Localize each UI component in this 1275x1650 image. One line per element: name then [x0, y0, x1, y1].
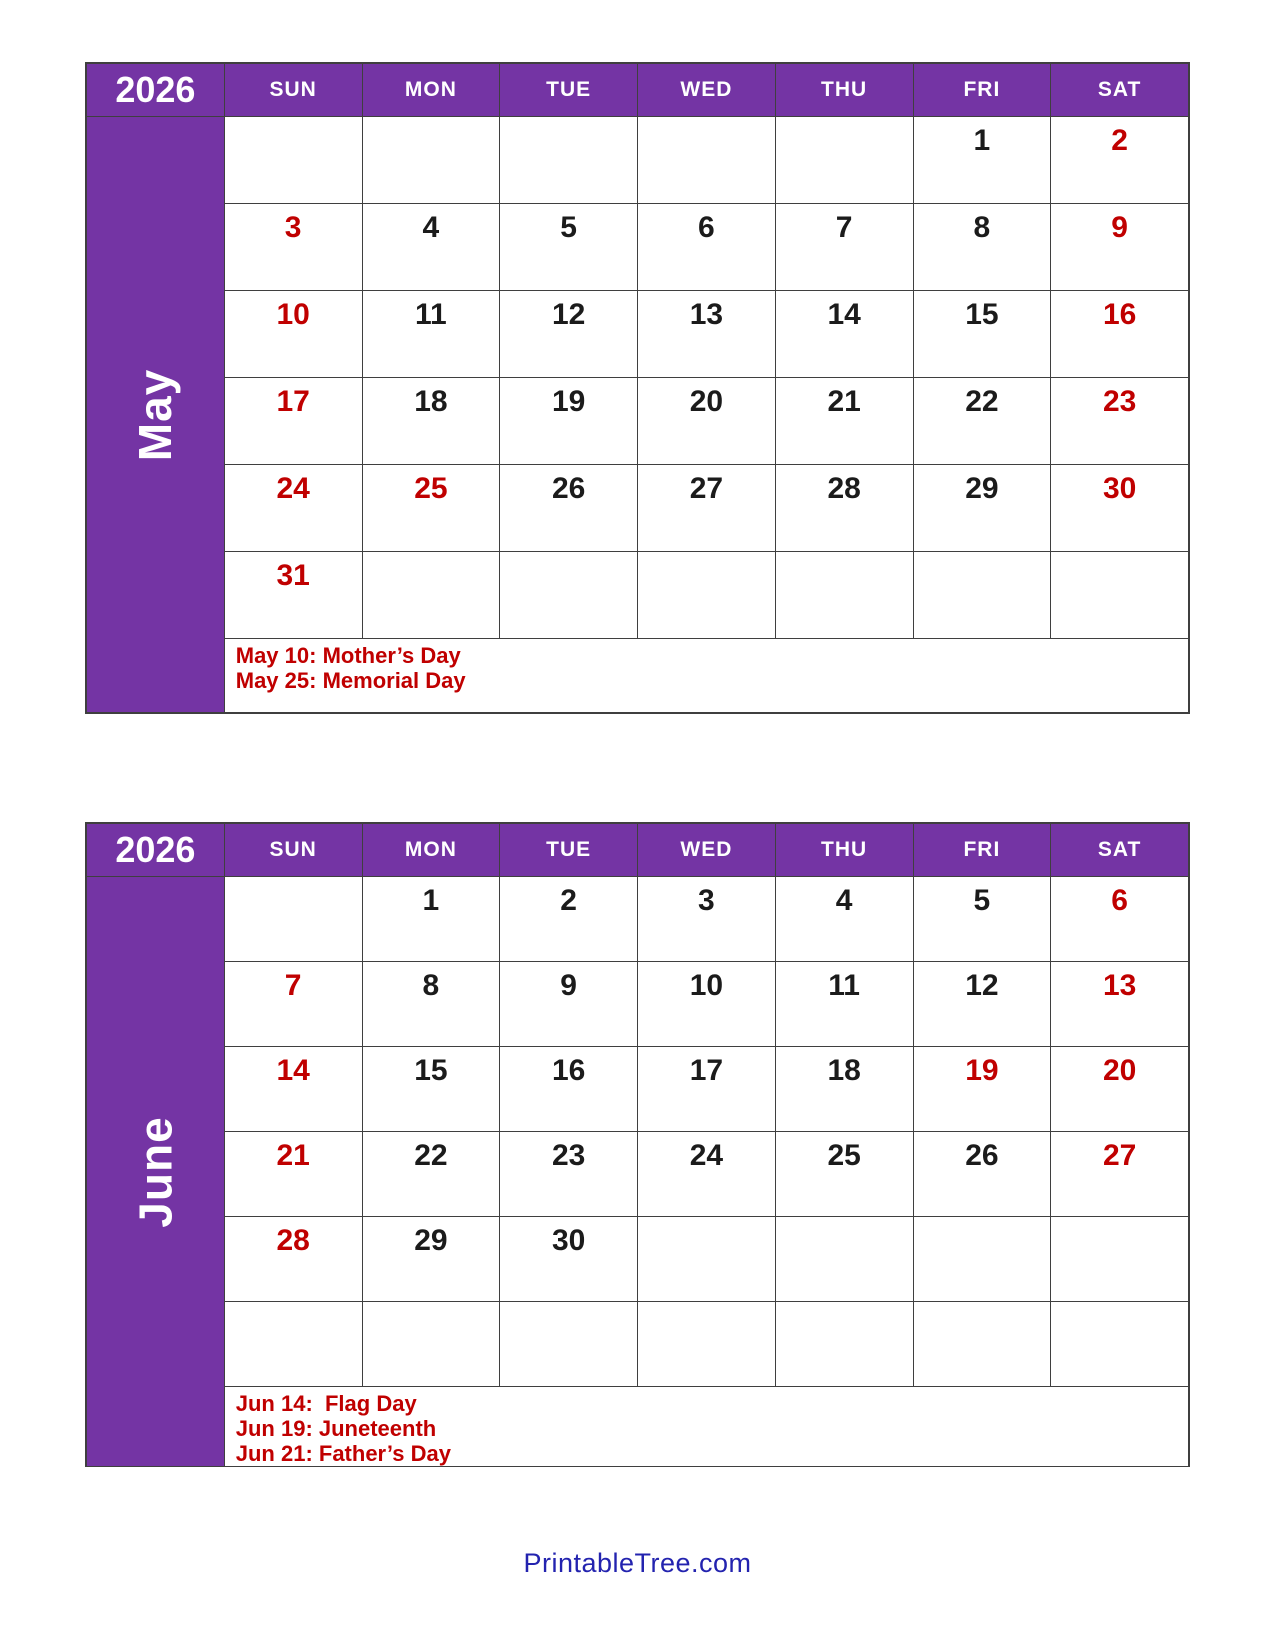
- date-cell-may-13: 13: [638, 291, 775, 377]
- holiday-note: Jun 21: Father’s Day: [235, 1441, 451, 1466]
- calendar-may-2026: [85, 62, 1190, 714]
- date-cell-empty: [914, 552, 1051, 638]
- date-cell-empty: [1051, 1302, 1188, 1386]
- date-cell-empty: [225, 117, 362, 203]
- date-cell-may-31: 31: [225, 552, 362, 638]
- date-cell-june-20: 20: [1051, 1047, 1188, 1131]
- holiday-note: Jun 19: Juneteenth: [235, 1416, 437, 1441]
- date-cell-may-15: 15: [914, 291, 1051, 377]
- date-cell-may-11: 11: [363, 291, 500, 377]
- date-cell-may-21: 21: [776, 378, 913, 464]
- date-cell-june-8: 8: [363, 962, 500, 1046]
- holiday-notes: [225, 639, 1188, 712]
- date-cell-may-12: 12: [500, 291, 637, 377]
- year-label: 2026: [87, 64, 224, 116]
- date-cell-may-17: 17: [225, 378, 362, 464]
- day-header-sat: SAT: [1051, 824, 1188, 876]
- date-cell-empty: [638, 1217, 775, 1301]
- date-cell-june-19: 19: [914, 1047, 1051, 1131]
- date-cell-june-9: 9: [500, 962, 637, 1046]
- footer-site-link[interactable]: PrintableTree.com: [523, 1548, 752, 1578]
- date-cell-june-14: 14: [225, 1047, 362, 1131]
- date-cell-may-7: 7: [776, 204, 913, 290]
- date-cell-empty: [500, 1302, 637, 1386]
- holiday-note: May 25: Memorial Day: [235, 668, 466, 693]
- date-cell-june-22: 22: [363, 1132, 500, 1216]
- date-cell-may-3: 3: [225, 204, 362, 290]
- date-cell-empty: [776, 117, 913, 203]
- date-cell-june-13: 13: [1051, 962, 1188, 1046]
- date-cell-may-5: 5: [500, 204, 637, 290]
- date-cell-may-26: 26: [500, 465, 637, 551]
- date-cell-empty: [638, 117, 775, 203]
- date-cell-may-22: 22: [914, 378, 1051, 464]
- date-cell-empty: [500, 117, 637, 203]
- date-cell-may-4: 4: [363, 204, 500, 290]
- date-cell-june-3: 3: [638, 877, 775, 961]
- date-cell-june-5: 5: [914, 877, 1051, 961]
- month-sidebar: [87, 117, 224, 712]
- date-cell-june-17: 17: [638, 1047, 775, 1131]
- date-cell-empty: [363, 1302, 500, 1386]
- day-header-tue: TUE: [500, 64, 637, 116]
- day-header-mon: MON: [363, 64, 500, 116]
- day-header-sat: SAT: [1051, 64, 1188, 116]
- holiday-notes: [225, 1387, 1188, 1466]
- date-cell-empty: [363, 117, 500, 203]
- date-cell-june-27: 27: [1051, 1132, 1188, 1216]
- date-cell-june-16: 16: [500, 1047, 637, 1131]
- month-label: May: [129, 368, 182, 461]
- date-cell-june-10: 10: [638, 962, 775, 1046]
- holiday-note: Jun 14: Flag Day: [235, 1391, 417, 1416]
- date-cell-empty: [1051, 1217, 1188, 1301]
- date-cell-june-28: 28: [225, 1217, 362, 1301]
- date-cell-june-2: 2: [500, 877, 637, 961]
- date-cell-june-23: 23: [500, 1132, 637, 1216]
- day-header-sun: SUN: [225, 824, 362, 876]
- date-cell-june-24: 24: [638, 1132, 775, 1216]
- date-cell-empty: [225, 1302, 362, 1386]
- date-cell-may-14: 14: [776, 291, 913, 377]
- date-cell-empty: [638, 552, 775, 638]
- date-cell-empty: [1051, 552, 1188, 638]
- date-cell-may-29: 29: [914, 465, 1051, 551]
- holiday-note: May 10: Mother’s Day: [235, 643, 461, 668]
- day-header-thu: THU: [776, 64, 913, 116]
- date-cell-empty: [914, 1217, 1051, 1301]
- date-cell-june-25: 25: [776, 1132, 913, 1216]
- date-cell-june-21: 21: [225, 1132, 362, 1216]
- day-header-wed: WED: [638, 824, 775, 876]
- date-cell-may-27: 27: [638, 465, 775, 551]
- date-cell-may-8: 8: [914, 204, 1051, 290]
- month-sidebar: [87, 877, 224, 1466]
- date-cell-may-20: 20: [638, 378, 775, 464]
- day-header-tue: TUE: [500, 824, 637, 876]
- date-cell-may-16: 16: [1051, 291, 1188, 377]
- date-cell-empty: [776, 1302, 913, 1386]
- date-cell-may-1: 1: [914, 117, 1051, 203]
- date-cell-may-10: 10: [225, 291, 362, 377]
- date-cell-june-12: 12: [914, 962, 1051, 1046]
- date-cell-empty: [225, 877, 362, 961]
- day-header-fri: FRI: [914, 824, 1051, 876]
- date-cell-empty: [776, 552, 913, 638]
- date-cell-june-18: 18: [776, 1047, 913, 1131]
- month-label: June: [129, 1115, 182, 1228]
- day-header-thu: THU: [776, 824, 913, 876]
- date-cell-june-15: 15: [363, 1047, 500, 1131]
- date-cell-may-28: 28: [776, 465, 913, 551]
- date-cell-may-9: 9: [1051, 204, 1188, 290]
- calendar-june-2026: [85, 822, 1190, 1467]
- date-cell-may-2: 2: [1051, 117, 1188, 203]
- date-cell-empty: [363, 552, 500, 638]
- date-cell-may-23: 23: [1051, 378, 1188, 464]
- date-cell-empty: [638, 1302, 775, 1386]
- day-header-fri: FRI: [914, 64, 1051, 116]
- page-footer: [0, 1548, 1275, 1579]
- date-cell-may-6: 6: [638, 204, 775, 290]
- date-cell-may-30: 30: [1051, 465, 1188, 551]
- day-header-sun: SUN: [225, 64, 362, 116]
- date-cell-june-11: 11: [776, 962, 913, 1046]
- date-cell-may-18: 18: [363, 378, 500, 464]
- date-cell-june-1: 1: [363, 877, 500, 961]
- date-cell-may-19: 19: [500, 378, 637, 464]
- date-cell-may-25: 25: [363, 465, 500, 551]
- day-header-mon: MON: [363, 824, 500, 876]
- date-cell-june-29: 29: [363, 1217, 500, 1301]
- date-cell-june-6: 6: [1051, 877, 1188, 961]
- date-cell-june-26: 26: [914, 1132, 1051, 1216]
- date-cell-empty: [500, 552, 637, 638]
- year-label: 2026: [87, 824, 224, 876]
- date-cell-empty: [776, 1217, 913, 1301]
- day-header-wed: WED: [638, 64, 775, 116]
- date-cell-may-24: 24: [225, 465, 362, 551]
- date-cell-empty: [914, 1302, 1051, 1386]
- date-cell-june-7: 7: [225, 962, 362, 1046]
- date-cell-june-30: 30: [500, 1217, 637, 1301]
- date-cell-june-4: 4: [776, 877, 913, 961]
